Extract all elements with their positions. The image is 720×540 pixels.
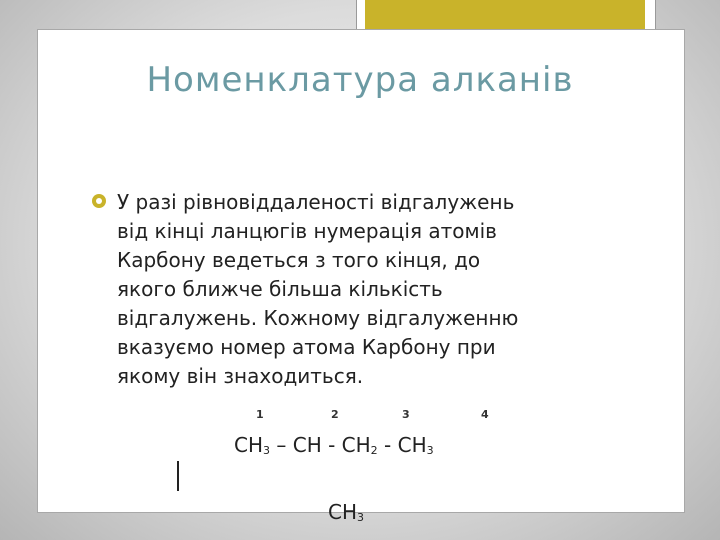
formula-subscript: 3 [426, 444, 434, 457]
formula-part: - CH [377, 433, 427, 457]
branch-bond-line [177, 461, 179, 491]
main-chain-formula [234, 433, 434, 457]
formula-subscript: 3 [263, 444, 271, 457]
carbon-number-2: 2 [331, 408, 339, 421]
branch-formula [328, 500, 364, 524]
carbon-number-1: 1 [256, 408, 264, 421]
body-text: У разі рівновіддаленості відгалужень від кінці ланцюгів нумерація атомів Карбону ведеться з того кінця, до якого ближче більша кількість відгалужень. Кожному відгалуженню вказуємо номер атома Карбону при якому він знаходиться. [117, 190, 519, 388]
formula-part: – CH - CH [270, 433, 371, 457]
slide-title: Номенклатура алканів [146, 60, 574, 100]
formula-part: CH [328, 500, 358, 524]
formula-part: CH [234, 433, 264, 457]
formula-subscript: 2 [370, 444, 378, 457]
carbon-number-4: 4 [481, 408, 489, 421]
bullet-icon [92, 194, 106, 208]
carbon-number-3: 3 [402, 408, 410, 421]
formula-subscript: 3 [357, 511, 365, 524]
